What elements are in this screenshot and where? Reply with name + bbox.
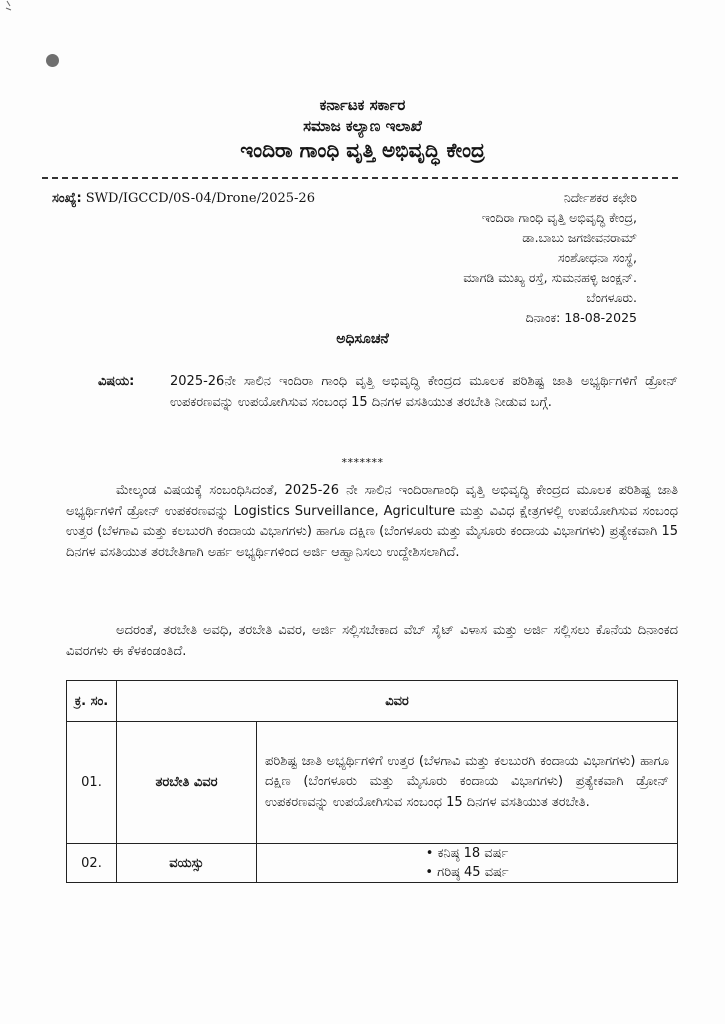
body-paragraph: ಅದರಂತೆ, ತರಬೇತಿ ಅವಧಿ, ತರಬೇತಿ ವಿವರ, ಅರ್ಜಿ ಸಲ್ಲಿಸಬೇಕಾದ ವೆಬ್ ಸೈಟ್ ವಿಳಾಸ ಮತ್ತು ಅರ್ಜಿ ಸಲ್ಲಿಸಲು ಕೊನೆಯ ದಿನಾಂಕದ ವಿವರಗಳು ಈ ಕೆಳಕಂಡಂತಿದೆ. xyxy=(66,623,678,659)
address-line: ಸಂಶೋಧನಾ ಸಂಸ್ಥೆ, xyxy=(557,250,637,265)
list-item: • ಗರಿಷ್ಠ 45 ವರ್ಷ xyxy=(263,863,671,882)
list-item: • ಕನಿಷ್ಠ 18 ವರ್ಷ xyxy=(263,844,671,863)
serial-cell: 01. xyxy=(67,722,117,844)
subject-label: ವಿಷಯ: xyxy=(98,374,135,389)
reference-number xyxy=(52,191,315,206)
subject-block xyxy=(98,372,678,413)
address-line: ಇಂದಿರಾ ಗಾಂಧಿ ವೃತ್ತಿ ಅಭಿವೃದ್ಧಿ ಕೇಂದ್ರ, xyxy=(481,210,637,225)
office-address xyxy=(463,188,637,328)
reference-label: ಸಂಖ್ಯೆ: xyxy=(52,191,82,206)
punch-hole xyxy=(46,54,59,67)
age-list xyxy=(263,844,671,882)
centre-name: ಇಂದಿರಾ ಗಾಂಧಿ ವೃತ್ತಿ ಅಭಿವೃದ್ಧಿ ಕೇಂದ್ರ xyxy=(240,138,485,162)
department-name: ಸಮಾಜ ಕಲ್ಯಾಣ ಇಲಾಖೆ xyxy=(303,117,422,135)
address-line: ಬೆಂಗಳೂರು. xyxy=(586,290,637,305)
body-paragraph: ಮೇಲ್ಕಂಡ ವಿಷಯಕ್ಕೆ ಸಂಬಂಧಿಸಿದಂತೆ, 2025-26 ನೇ ಸಾಲಿನ ಇಂದಿರಾಗಾಂಧಿ ವೃತ್ತಿ ಅಭಿವೃದ್ಧಿ ಕೇಂದ್ರದ ಮೂಲಕ ಪರಿಶಿಷ್ಟ ಜಾತಿ ಅಭ್ಯರ್ಥಿಗಳಿಗೆ ಡ್ರೋನ್ ಉಪಕರಣವನ್ನು Logistics Surveillance, Agriculture ಮತ್ತು ವಿವಿಧ ಕ್ಷೇತ್ರಗಳಲ್ಲಿ ಉಪಯೋಗಿಸುವ ಸಂಬಂಧ ಉತ್ತರ (ಬೆಳಗಾವಿ ಮತ್ತು ಕಲಬುರಗಿ ಕಂದಾಯ ವಿಭಾಗಗಳು) ಹಾಗೂ ದಕ್ಷಿಣ (ಬೆಂಗಳೂರು ಮತ್ತು ಮೈಸೂರು ಕಂದಾಯ ವಿಭಾಗಗಳು) ಪ್ರತ್ಯೇಕವಾಗಿ 15 ದಿನಗಳ ವಸತಿಯುತ ತರಬೇತಿಗಾಗಿ ಅರ್ಹ ಅಭ್ಯರ್ಥಿಗಳಿಂದ ಅರ್ಜಿ ಆಹ್ವಾನಿಸಲು ಉದ್ದೇಶಿಸಲಾಗಿದೆ. xyxy=(66,483,678,560)
header-divider xyxy=(42,177,678,179)
government-name: ಕರ್ನಾಟಕ ಸರ್ಕಾರ xyxy=(319,96,406,114)
issue-date: ದಿನಾಂಕ: 18-08-2025 xyxy=(525,310,637,325)
details-table xyxy=(66,680,678,883)
address-line: ಮಾಗಡಿ ಮುಖ್ಯ ರಸ್ತೆ, ಸುಮನಹಳ್ಳಿ ಜಂಕ್ಷನ್. xyxy=(463,270,637,285)
section-separator: ******* xyxy=(341,456,384,469)
table-row xyxy=(67,722,678,844)
corner-mark xyxy=(4,0,14,14)
value-cell xyxy=(257,844,678,883)
address-line: ಡಾ.ಬಾಬು ಜಗಜೀವನರಾಮ್ xyxy=(522,230,637,245)
table-header-row xyxy=(67,681,678,722)
value-cell: ಪರಿಶಿಷ್ಟ ಜಾತಿ ಅಭ್ಯರ್ಥಿಗಳಿಗೆ ಉತ್ತರ (ಬೆಳಗಾವಿ ಮತ್ತು ಕಲಬುರಗಿ ಕಂದಾಯ ವಿಭಾಗಗಳು) ಹಾಗೂ ದಕ್ಷಿಣ (ಬೆಂಗಳೂರು ಮತ್ತು ಮೈಸೂರು ಕಂದಾಯ ವಿಭಾಗಗಳು) ಪ್ರತ್ಯೇಕವಾಗಿ ಡ್ರೋನ್ ಉಪಕರಣವನ್ನು ಉಪಯೋಗಿಸುವ ಸಂಬಂಧ 15 ದಿನಗಳ ವಸತಿಯುತ ತರಬೇತಿ. xyxy=(257,722,678,844)
reference-value: SWD/IGCCD/0S-04/Drone/2025-26 xyxy=(85,191,315,206)
subject-text: 2025-26ನೇ ಸಾಲಿನ ಇಂದಿರಾ ಗಾಂಧಿ ವೃತ್ತಿ ಅಭಿವೃದ್ಧಿ ಕೇಂದ್ರದ ಮೂಲಕ ಪರಿಶಿಷ್ಟ ಜಾತಿ ಅಭ್ಯರ್ಥಿಗಳಿಗೆ ಡ್ರೋನ್ ಉಪಕರಣವನ್ನು ಉಪಯೋಗಿಸುವ ಸಂಬಂಧ 15 ದಿನಗಳ ವಸತಿಯುತ ತರಬೇತಿ ನೀಡುವ ಬಗ್ಗೆ. xyxy=(170,374,678,410)
notice-title: ಅಧಿಸೂಚನೆ xyxy=(336,331,389,347)
serial-cell: 02. xyxy=(67,844,117,883)
label-cell: ತರಬೇತಿ ವಿವರ xyxy=(117,722,257,844)
column-header-details: ವಿವರ xyxy=(117,681,678,722)
column-header-serial: ಕ್ರ. ಸಂ. xyxy=(67,681,117,722)
address-line: ನಿರ್ದೇಶಕರ ಕಛೇರಿ xyxy=(563,190,637,205)
table-row xyxy=(67,844,678,883)
label-cell: ವಯಸ್ಸು xyxy=(117,844,257,883)
